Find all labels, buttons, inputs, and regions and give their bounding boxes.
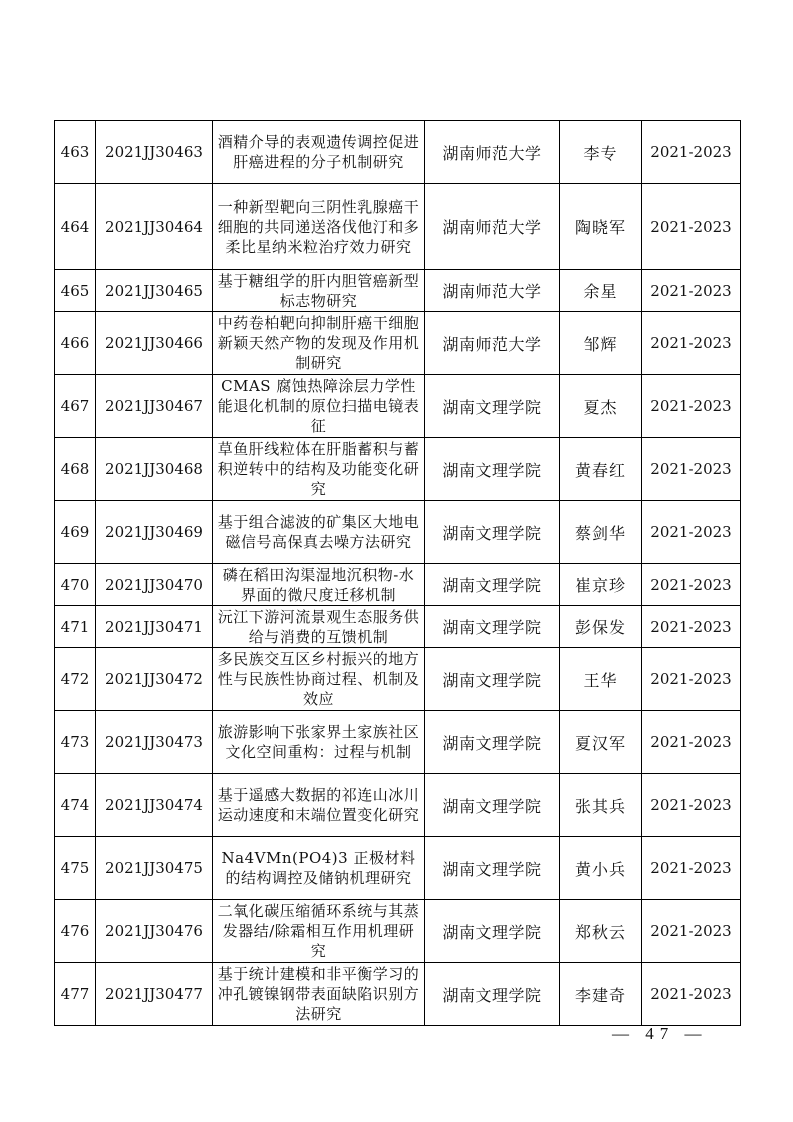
row-index: 476 [55,900,96,963]
institution: 湖南师范大学 [425,270,560,312]
project-period: 2021-2023 [642,774,741,837]
project-period: 2021-2023 [642,270,741,312]
project-title: 一种新型靶向三阴性乳腺癌干细胞的共同递送洛伐他汀和多柔比星纳米粒治疗效力研究 [213,184,425,270]
principal-investigator: 李建奇 [560,963,642,1026]
table-row [55,606,741,648]
institution: 湖南师范大学 [425,121,560,184]
principal-investigator: 崔京珍 [560,564,642,606]
project-code: 2021JJ30477 [96,963,213,1026]
project-title: 旅游影响下张家界土家族社区文化空间重构：过程与机制 [213,711,425,774]
institution: 湖南文理学院 [425,606,560,648]
principal-investigator: 蔡剑华 [560,501,642,564]
principal-investigator: 彭保发 [560,606,642,648]
institution: 湖南文理学院 [425,648,560,711]
project-title: 草鱼肝线粒体在肝脂蓄积与蓄积逆转中的结构及功能变化研究 [213,438,425,501]
project-code: 2021JJ30475 [96,837,213,900]
project-period: 2021-2023 [642,312,741,375]
institution: 湖南文理学院 [425,501,560,564]
row-index: 468 [55,438,96,501]
institution: 湖南文理学院 [425,837,560,900]
row-index: 469 [55,501,96,564]
principal-investigator: 陶晓军 [560,184,642,270]
project-code: 2021JJ30476 [96,900,213,963]
project-period: 2021-2023 [642,438,741,501]
project-period: 2021-2023 [642,648,741,711]
institution: 湖南师范大学 [425,184,560,270]
project-code: 2021JJ30469 [96,501,213,564]
project-code: 2021JJ30473 [96,711,213,774]
principal-investigator: 郑秋云 [560,900,642,963]
project-code: 2021JJ30474 [96,774,213,837]
row-index: 477 [55,963,96,1026]
row-index: 464 [55,184,96,270]
page-number: — 47 — [612,1024,708,1043]
table-row [55,963,741,1026]
table-row [55,184,741,270]
project-period: 2021-2023 [642,606,741,648]
row-index: 475 [55,837,96,900]
institution: 湖南文理学院 [425,711,560,774]
institution: 湖南文理学院 [425,564,560,606]
institution: 湖南文理学院 [425,438,560,501]
project-period: 2021-2023 [642,837,741,900]
institution: 湖南文理学院 [425,900,560,963]
project-period: 2021-2023 [642,711,741,774]
row-index: 472 [55,648,96,711]
project-period: 2021-2023 [642,564,741,606]
row-index: 466 [55,312,96,375]
project-title: 多民族交互区乡村振兴的地方性与民族性协商过程、机制及效应 [213,648,425,711]
project-title: 酒精介导的表观遗传调控促进肝癌进程的分子机制研究 [213,121,425,184]
project-code: 2021JJ30471 [96,606,213,648]
project-title: 基于糖组学的肝内胆管癌新型标志物研究 [213,270,425,312]
project-title: 基于统计建模和非平衡学习的冲孔镀镍钢带表面缺陷识别方法研究 [213,963,425,1026]
project-title: 沅江下游河流景观生态服务供给与消费的互馈机制 [213,606,425,648]
row-index: 465 [55,270,96,312]
project-title: Na4VMn(PO4)3 正极材料的结构调控及储钠机理研究 [213,837,425,900]
principal-investigator: 王华 [560,648,642,711]
principal-investigator: 黄春红 [560,438,642,501]
row-index: 463 [55,121,96,184]
institution: 湖南文理学院 [425,774,560,837]
principal-investigator: 邹辉 [560,312,642,375]
table-row [55,711,741,774]
project-title: 中药卷柏靶向抑制肝癌干细胞新颖天然产物的发现及作用机制研究 [213,312,425,375]
table-row [55,564,741,606]
institution: 湖南文理学院 [425,963,560,1026]
project-title: 磷在稻田沟渠湿地沉积物-水界面的微尺度迁移机制 [213,564,425,606]
row-index: 471 [55,606,96,648]
project-title: CMAS 腐蚀热障涂层力学性能退化机制的原位扫描电镜表征 [213,375,425,438]
table-row [55,375,741,438]
table-row [55,501,741,564]
row-index: 474 [55,774,96,837]
project-period: 2021-2023 [642,375,741,438]
row-index: 473 [55,711,96,774]
project-code: 2021JJ30468 [96,438,213,501]
project-title: 基于遥感大数据的祁连山冰川运动速度和末端位置变化研究 [213,774,425,837]
table-row [55,900,741,963]
institution: 湖南师范大学 [425,312,560,375]
table-row [55,774,741,837]
project-code: 2021JJ30467 [96,375,213,438]
principal-investigator: 李专 [560,121,642,184]
principal-investigator: 张其兵 [560,774,642,837]
project-period: 2021-2023 [642,501,741,564]
project-table [54,120,741,1026]
table-row [55,270,741,312]
project-code: 2021JJ30463 [96,121,213,184]
table-row [55,837,741,900]
project-code: 2021JJ30464 [96,184,213,270]
principal-investigator: 余星 [560,270,642,312]
project-code: 2021JJ30465 [96,270,213,312]
principal-investigator: 夏杰 [560,375,642,438]
project-code: 2021JJ30472 [96,648,213,711]
project-title: 二氧化碳压缩循环系统与其蒸发器结/除霜相互作用机理研究 [213,900,425,963]
project-period: 2021-2023 [642,963,741,1026]
project-code: 2021JJ30470 [96,564,213,606]
project-period: 2021-2023 [642,184,741,270]
principal-investigator: 夏汉军 [560,711,642,774]
principal-investigator: 黄小兵 [560,837,642,900]
institution: 湖南文理学院 [425,375,560,438]
table-row [55,438,741,501]
table-row [55,648,741,711]
table-row [55,121,741,184]
row-index: 470 [55,564,96,606]
table-row [55,312,741,375]
project-title: 基于组合滤波的矿集区大地电磁信号高保真去噪方法研究 [213,501,425,564]
project-period: 2021-2023 [642,121,741,184]
project-period: 2021-2023 [642,900,741,963]
row-index: 467 [55,375,96,438]
project-code: 2021JJ30466 [96,312,213,375]
